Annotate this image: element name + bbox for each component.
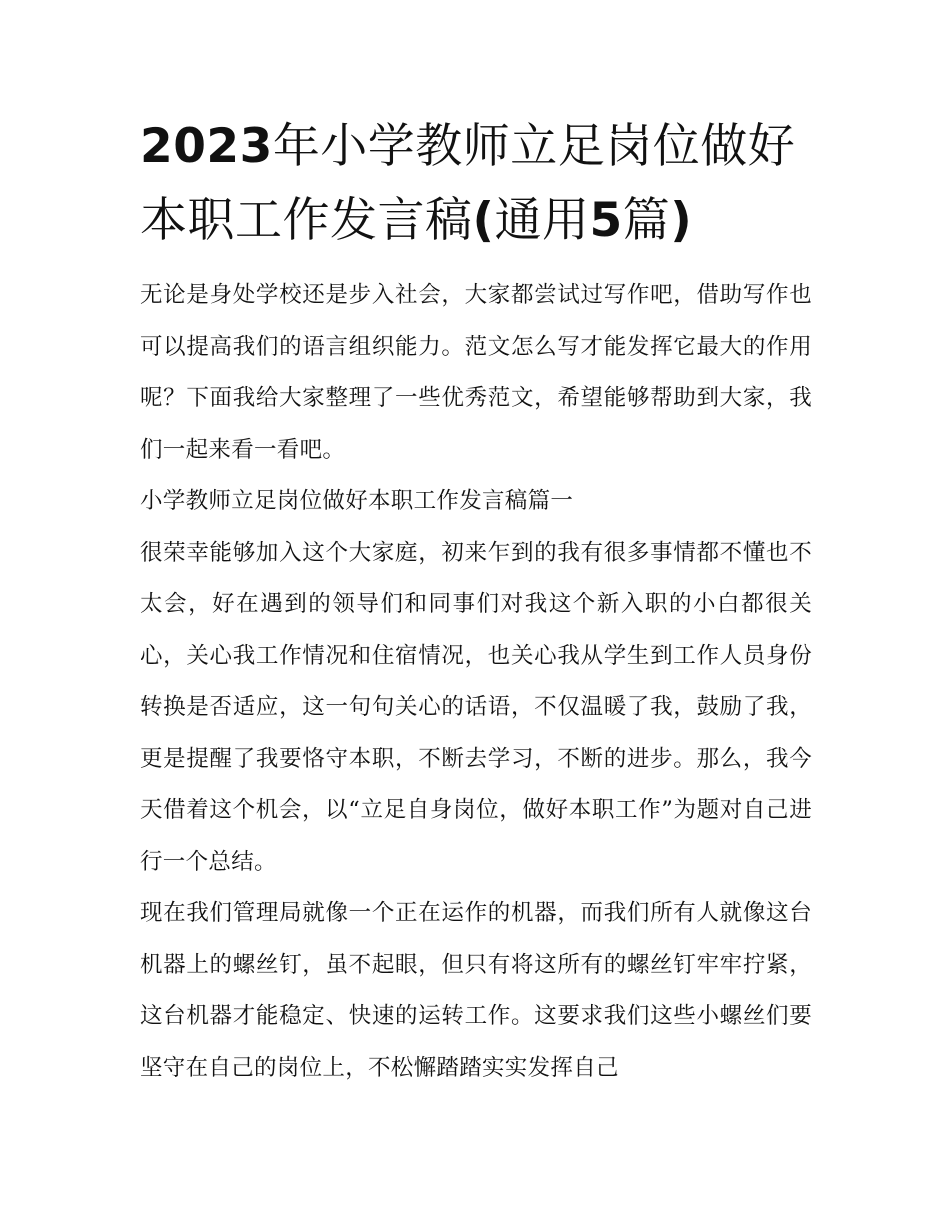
title-line2-post: 篇: [622, 193, 671, 248]
document-title: [140, 110, 812, 258]
title-paren-open: (: [472, 193, 495, 248]
body-paragraph-2: 现在我们管理局就像一个正在运作的机器，而我们所有人就像这台机器上的螺丝钉，虽不起眼，但只有将这所有的螺丝钉牢牢拧紧，这台机器才能稳定、快速的运转工作。这要求我们这些小螺丝们要坚守在自己的岗位上，不松懈踏踏实实发挥自己: [140, 900, 812, 1081]
document-page: [140, 110, 812, 1094]
title-line1-text: 年小学教师立足岗位做好: [272, 119, 796, 174]
title-line2-mid: 通用: [494, 193, 590, 248]
title-year: 2023: [140, 119, 273, 174]
body-paragraph-1: 很荣幸能够加入这个大家庭，初来乍到的我有很多事情都不懂也不太会，好在遇到的领导们和同事们对我这个新入职的小白都很关心，关心我工作情况和住宿情况，也关心我从学生到工作人员身份转换是否适应，这一句句关心的话语，不仅温暖了我，鼓励了我，更是提醒了我要恪守本职，不断去学习，不断的进步。那么，我今天借着这个机会，以“立足自身岗位，做好本职工作”为题对自己进行一个总结。: [140, 539, 812, 875]
intro-paragraph: 无论是身处学校还是步入社会，大家都尝试过写作吧，借助写作也可以提高我们的语言组织能力。范文怎么写才能发挥它最大的作用呢？下面我给大家整理了一些优秀范文，希望能够帮助到大家，我们一起来看一看吧。: [140, 282, 812, 463]
title-count: 5: [589, 193, 623, 248]
title-line2-pre: 本职工作发言稿: [140, 193, 473, 248]
title-paren-close: ): [670, 193, 693, 248]
section-heading: 小学教师立足岗位做好本职工作发言稿篇一: [140, 488, 574, 514]
